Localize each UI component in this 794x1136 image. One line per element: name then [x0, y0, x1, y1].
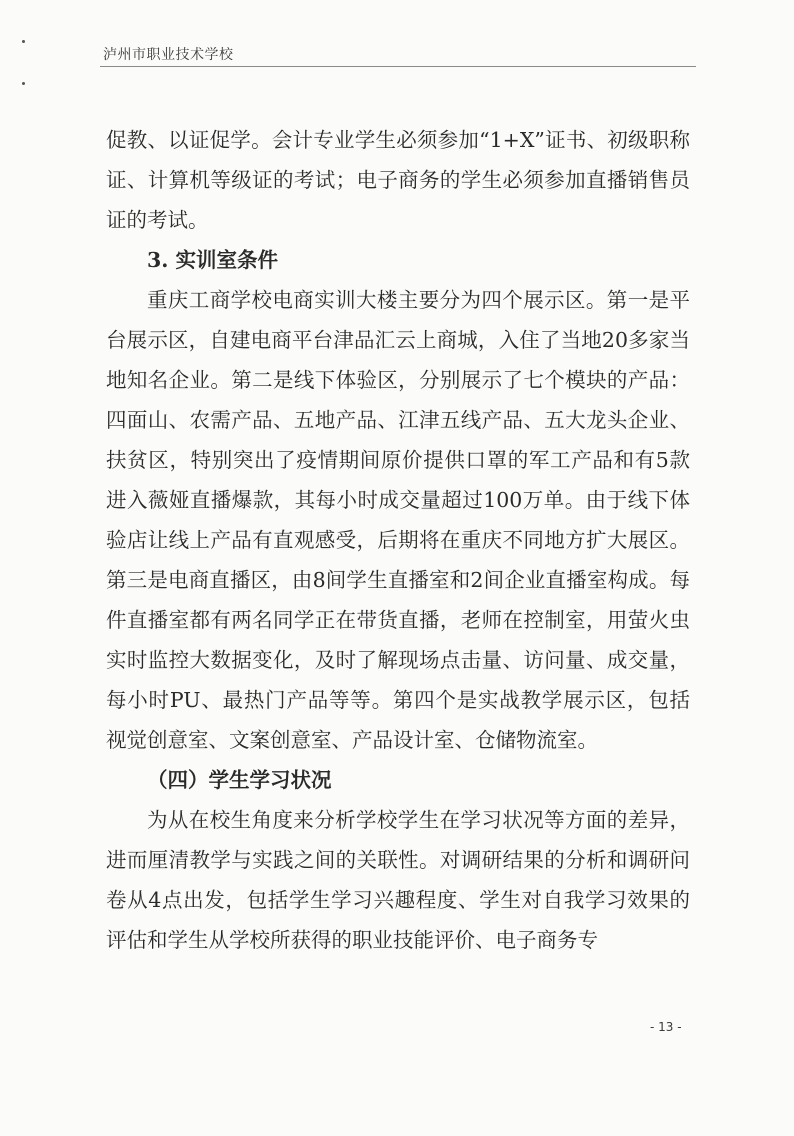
section-heading-student-learning: （四）学生学习状况 — [147, 768, 332, 792]
header-rule — [100, 66, 696, 67]
paragraph-continuation: 促教、以证促学。会计专业学生必须参加“1+X”证书、初级职称证、计算机等级证的考试；电子商务的学生必须参加直播销售员证的考试。 — [106, 128, 690, 232]
section-heading-training-rooms: 3. 实训室条件 — [147, 248, 279, 272]
document-body — [106, 120, 690, 960]
margin-mark-bottom — [22, 82, 25, 85]
page-header-school-name: 泸州市职业技术学校 — [103, 47, 234, 63]
margin-mark-top — [22, 40, 25, 43]
paragraph-training-rooms: 重庆工商学校电商实训大楼主要分为四个展示区。第一是平台展示区，自建电商平台津品汇云上商城，入住了当地20多家当地知名企业。第二是线下体验区，分别展示了七个模块的产品：四面山、农需产品、五地产品、江津五线产品、五大龙头企业、扶贫区，特别突出了疫情期间原价提供口罩的军工产品和有5款进入薇娅直播爆款，其每小时成交量超过100万单。由于线下体验店让线上产品有直观感受，后期将在重庆不同地方扩大展区。第三是电商直播区，由8间学生直播室和2间企业直播室构成。每件直播室都有两名同学正在带货直播，老师在控制室，用萤火虫实时监控大数据变化，及时了解现场点击量、访问量、成交量，每小时PU、最热门产品等等。第四个是实战教学展示区，包括视觉创意室、文案创意室、产品设计室、仓储物流室。 — [106, 288, 690, 752]
page-number: - 13 - — [650, 1020, 682, 1034]
paragraph-student-learning: 为从在校生角度来分析学校学生在学习状况等方面的差异，进而厘清教学与实践之间的关联性。对调研结果的分析和调研问卷从4点出发，包括学生学习兴趣程度、学生对自我学习效果的评估和学生从学校所获得的职业技能评价、电子商务专 — [106, 808, 690, 952]
